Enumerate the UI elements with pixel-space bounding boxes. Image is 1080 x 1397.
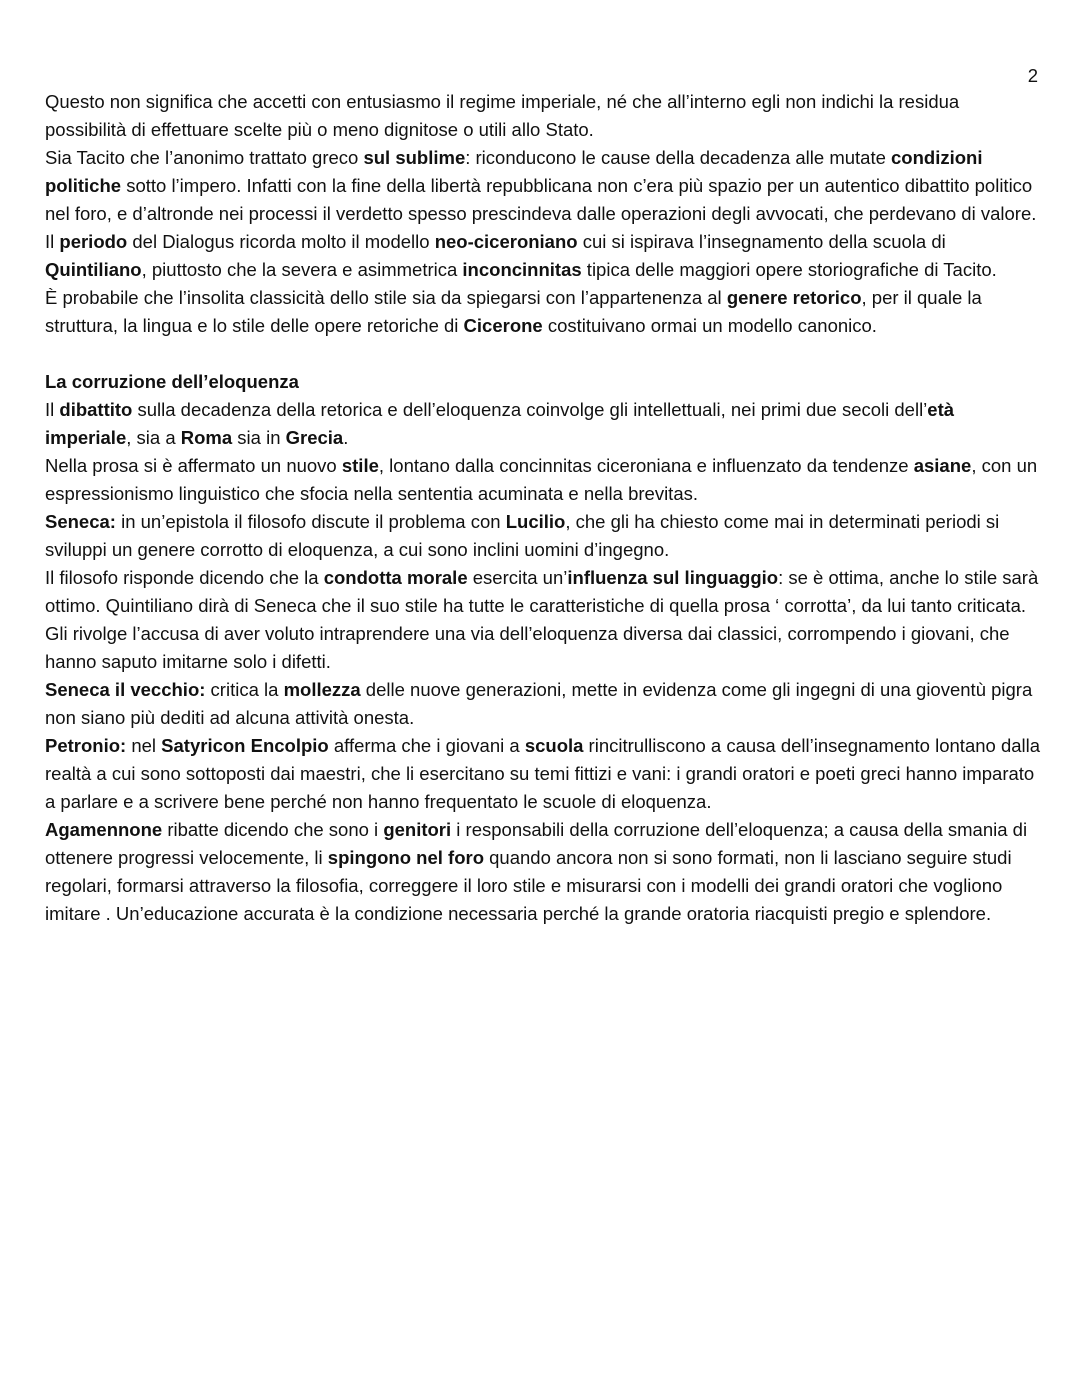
bold-text: condizioni politiche: [45, 147, 983, 196]
text-run: , sia a: [126, 427, 181, 448]
section-heading: [45, 368, 1045, 396]
bold-text: neo-ciceroniano: [434, 231, 578, 252]
bold-text: sul sublime: [363, 147, 466, 168]
text-run: nel: [126, 735, 162, 756]
bold-text: Agamennone: [45, 819, 163, 840]
text-run: Questo non significa che accetti con entusiasmo il regime imperiale, né che all’interno egli non indichi la residua possibilità di effettuare scelte più o meno dignitose o utili allo Stato.: [45, 91, 960, 140]
paragraph: [45, 564, 1045, 620]
paragraph: [45, 816, 1045, 928]
text-run: del Dialogus ricorda molto il modello: [127, 231, 435, 252]
text-run: .: [343, 427, 349, 448]
text-run: , per il quale la struttura, la lingua e lo stile delle opere retoriche di: [45, 287, 982, 336]
bold-text: asiane: [913, 455, 972, 476]
bold-text: condotta morale: [323, 567, 468, 588]
text-run: in un’epistola il filosofo discute il problema con: [115, 511, 506, 532]
bold-text: Seneca il vecchio:: [45, 679, 206, 700]
paragraph-spacer: [45, 340, 1045, 368]
text-run: Il filosofo risponde dicendo che la: [45, 567, 324, 588]
bold-text: mollezza: [283, 679, 361, 700]
text-run: i responsabili della corruzione dell’eloquenza; a causa della smania di ottenere progressi velocemente, li: [45, 819, 1028, 868]
paragraph: [45, 144, 1045, 228]
text-run: quando ancora non si sono formati, non li lasciano seguire studi regolari, formarsi attraverso la filosofia, correggere il loro stile e misurarsi con i modelli dei grandi oratori che vogliono imitare . Un’educazione accurata è la condizione necessaria perché la grande oratoria riacquisti pregio e splendore.: [45, 847, 1012, 924]
text-run: esercita un’: [467, 567, 568, 588]
text-run: tipica delle maggiori opere storiografiche di Tacito.: [581, 259, 997, 280]
bold-text: Cicerone: [463, 315, 543, 336]
bold-text: Roma: [180, 427, 233, 448]
text-run: : riconducono le cause della decadenza alle mutate: [465, 147, 892, 168]
bold-text: Quintiliano: [45, 259, 142, 280]
text-run: costituivano ormai un modello canonico.: [542, 315, 877, 336]
text-run: Sia Tacito che l’anonimo trattato greco: [45, 147, 364, 168]
text-run: sulla decadenza della retorica e dell’eloquenza coinvolge gli intellettuali, nei primi due secoli dell’: [132, 399, 928, 420]
bold-text: periodo: [59, 231, 128, 252]
paragraph: [45, 88, 1045, 144]
text-run: , piuttosto che la severa e asimmetrica: [141, 259, 463, 280]
text-run: , lontano dalla concinnitas ciceroniana e influenzato da tendenze: [378, 455, 914, 476]
bold-text: spingono nel foro: [327, 847, 484, 868]
text-run: ribatte dicendo che sono i: [162, 819, 384, 840]
bold-text: genitori: [383, 819, 452, 840]
text-run: : se è ottima, anche lo stile sarà ottimo. Quintiliano dirà di Seneca che il suo stile ha tutte le caratteristiche di quella prosa ‘ corrotta’, da lui tanto criticata.: [45, 567, 1039, 616]
bold-text: inconcinnitas: [462, 259, 582, 280]
text-run: Nella prosa si è affermato un nuovo: [45, 455, 342, 476]
bold-text: Petronio:: [45, 735, 127, 756]
paragraph: [45, 396, 1045, 452]
text-run: Gli rivolge l’accusa di aver voluto intraprendere una via dell’eloquenza diversa dai classici, corrompendo i giovani, che hanno saputo imitarne solo i difetti.: [45, 623, 1010, 672]
paragraph: [45, 284, 1045, 340]
paragraph: [45, 508, 1045, 564]
bold-text: Seneca:: [45, 511, 116, 532]
text-run: sia in: [232, 427, 286, 448]
bold-text: Satyricon Encolpio: [161, 735, 329, 756]
text-run: , con un espressionismo linguistico che sfocia nella sententia acuminata e nella brevitas.: [45, 455, 1038, 504]
text-run: rincitrulliscono a causa dell’insegnamento lontano dalla realtà a cui sono sottoposti dai maestri, che li esercitano su temi fittizi e vani: i grandi oratori e poeti greci hanno imparato a parlare e a scrivere bene perché non hanno frequentato le scuole di eloquenza.: [45, 735, 1041, 812]
paragraph: [45, 620, 1045, 676]
text-run: È probabile che l’insolita classicità dello stile sia da spiegarsi con l’appartenenza al: [45, 287, 727, 308]
paragraph: [45, 228, 1045, 284]
paragraph: [45, 732, 1045, 816]
text-run: , che gli ha chiesto come mai in determinati periodi si sviluppi un genere corrotto di eloquenza, a cui sono inclini uomini d’ingegno.: [45, 511, 1000, 560]
paragraph: [45, 676, 1045, 732]
text-run: Il: [45, 231, 60, 252]
bold-text: La corruzione dell’eloquenza: [45, 371, 299, 392]
bold-text: stile: [341, 455, 379, 476]
bold-text: dibattito: [59, 399, 133, 420]
paragraph: [45, 452, 1045, 508]
text-run: afferma che i giovani a: [328, 735, 525, 756]
text-run: critica la: [205, 679, 284, 700]
text-run: cui si ispirava l’insegnamento della scuola di: [577, 231, 946, 252]
text-run: Il: [45, 399, 60, 420]
text-run: sotto l’impero. Infatti con la fine della libertà repubblicana non c’era più spazio per un autentico dibattito politico nel foro, e d’altronde nei processi il verdetto spesso prescindeva dalle operazioni degli avvocati, che perdevano di valore.: [45, 175, 1037, 224]
bold-text: età imperiale: [45, 399, 955, 448]
page-number: 2: [1027, 65, 1038, 86]
text-run: delle nuove generazioni, mette in evidenza come gli ingegni di una gioventù pigra non siano più dediti ad alcuna attività onesta.: [45, 679, 1033, 728]
bold-text: scuola: [524, 735, 584, 756]
bold-text: influenza sul linguaggio: [567, 567, 779, 588]
document-body: [45, 88, 1045, 928]
bold-text: genere retorico: [726, 287, 862, 308]
bold-text: Lucilio: [505, 511, 566, 532]
bold-text: Grecia: [285, 427, 344, 448]
